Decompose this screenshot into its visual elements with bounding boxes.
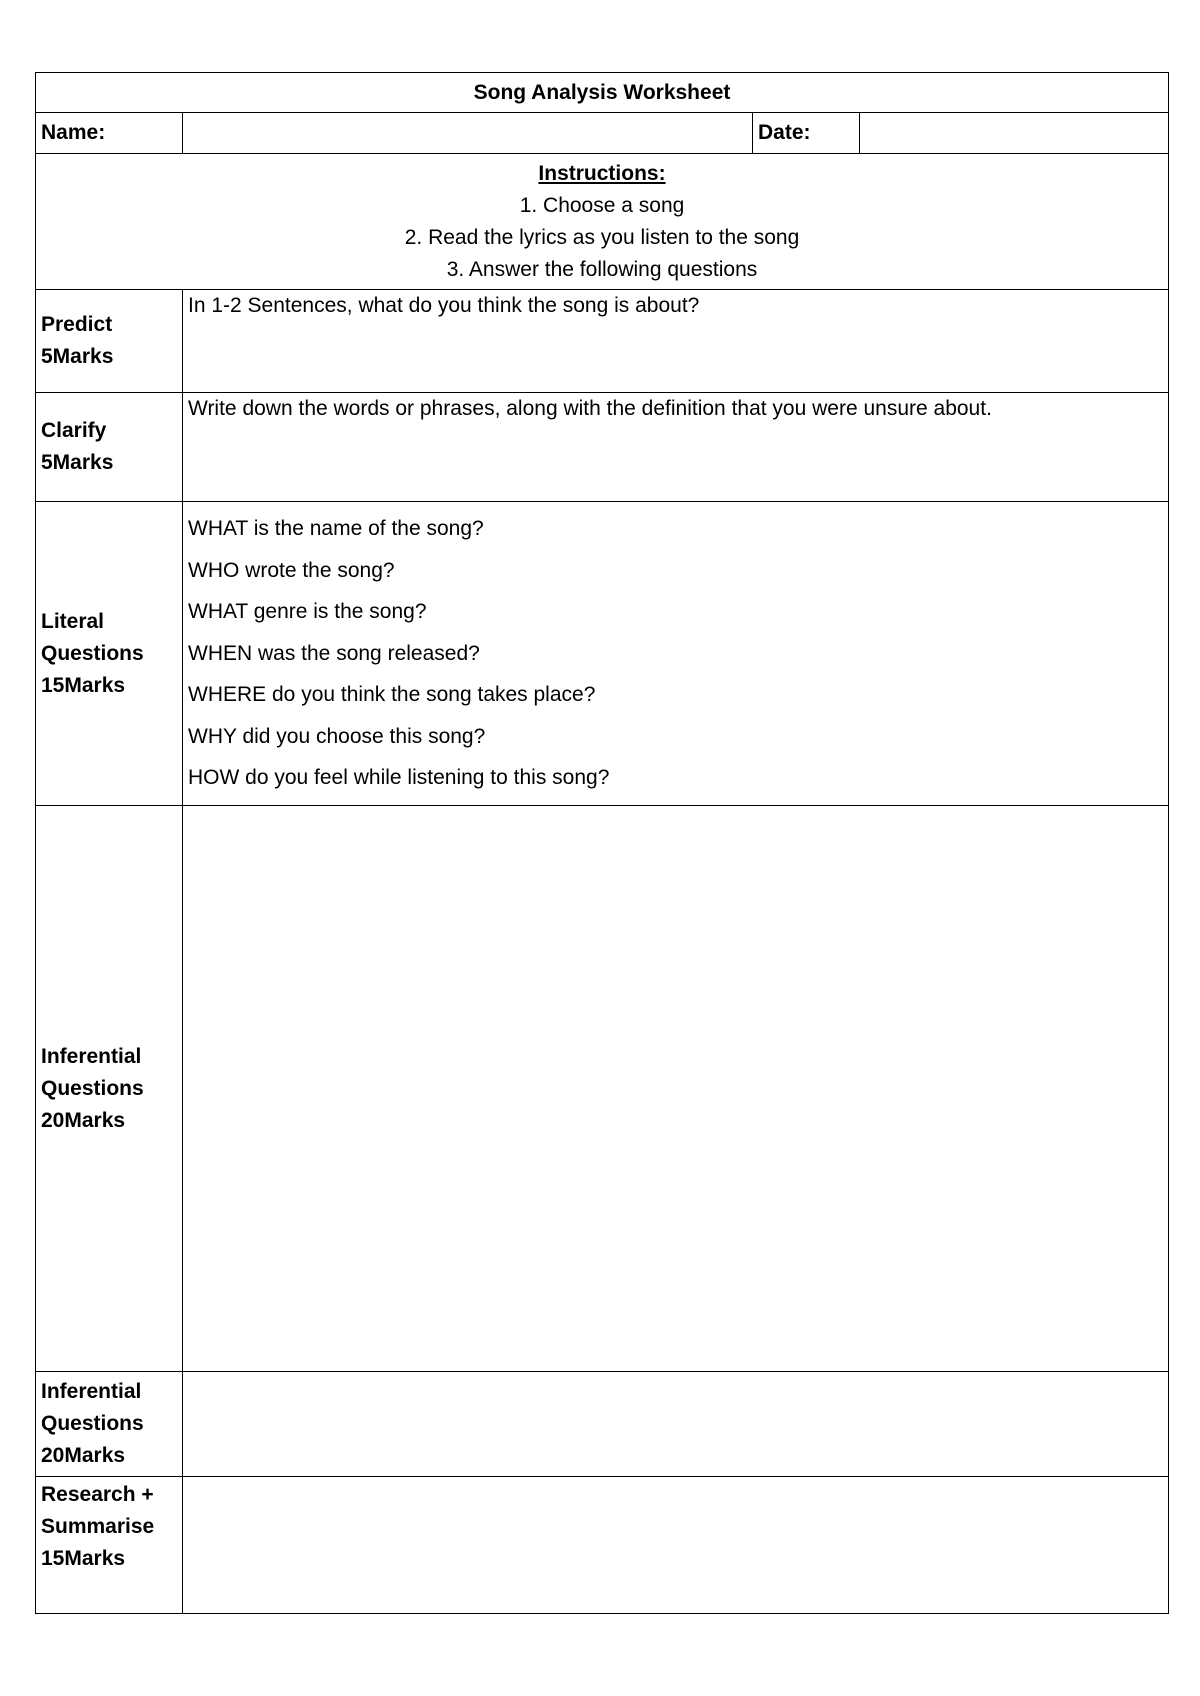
research-label-title: Research + (41, 1483, 154, 1506)
instruction-item: 2. Read the lyrics as you listen to the song (404, 225, 800, 249)
inferential-label-title: Inferential (41, 1044, 142, 1068)
inferential-label-2 (36, 1372, 183, 1477)
literal-question: HOW do you feel while listening to this song? (188, 766, 610, 789)
instructions-list (41, 190, 1163, 286)
predict-prompt: In 1-2 Sentences, what do you think the song is about? (188, 294, 700, 317)
research-answer-area[interactable] (183, 1477, 1169, 1614)
inferential-answer-area-2[interactable] (183, 1372, 1169, 1477)
name-label: Name: (36, 113, 183, 154)
clarify-answer-area[interactable] (183, 393, 1169, 502)
date-label: Date: (753, 113, 860, 154)
instruction-item: 3. Answer the following questions (446, 257, 758, 281)
predict-label-marks: 5Marks (41, 345, 114, 368)
predict-label (36, 290, 183, 393)
literal-question: WHY did you choose this song? (188, 724, 486, 748)
clarify-prompt: Write down the words or phrases, along with the definition that you were unsure about. (188, 397, 992, 420)
predict-label-title: Predict (41, 313, 113, 336)
literal-label-title: Literal (41, 609, 105, 633)
clarify-label-marks: 5Marks (41, 451, 114, 474)
literal-question: WHEN was the song released? (188, 641, 480, 665)
instructions-heading: Instructions: (538, 161, 666, 185)
literal-question: WHO wrote the song? (188, 558, 395, 582)
inferential-label-2-marks: 20Marks (41, 1444, 126, 1467)
inferential-answer-area[interactable] (183, 806, 1169, 1372)
inferential-label-subtitle: Questions (41, 1076, 144, 1100)
literal-question: WHERE do you think the song takes place? (188, 683, 596, 706)
inferential-label (36, 806, 183, 1372)
literal-questions-area[interactable] (183, 502, 1169, 806)
instruction-item: 1. Choose a song (519, 193, 685, 217)
date-field[interactable] (860, 113, 1169, 154)
literal-label (36, 502, 183, 806)
research-label-marks: 15Marks (41, 1547, 126, 1570)
research-label-subtitle: Summarise (41, 1515, 155, 1538)
inferential-label-2-subtitle: Questions (41, 1412, 144, 1435)
literal-label-marks: 15Marks (41, 673, 126, 697)
instructions-block (36, 154, 1169, 290)
worksheet-table (35, 72, 1169, 1614)
predict-answer-area[interactable] (183, 290, 1169, 393)
literal-question: WHAT genre is the song? (188, 600, 427, 623)
literal-label-subtitle: Questions (41, 641, 144, 665)
clarify-label-title: Clarify (41, 419, 107, 442)
inferential-label-marks: 20Marks (41, 1108, 126, 1132)
clarify-label (36, 393, 183, 502)
research-label (36, 1477, 183, 1614)
inferential-label-2-title: Inferential (41, 1380, 142, 1403)
literal-question: WHAT is the name of the song? (188, 517, 484, 540)
worksheet-title: Song Analysis Worksheet (36, 73, 1169, 113)
name-field[interactable] (183, 113, 753, 154)
